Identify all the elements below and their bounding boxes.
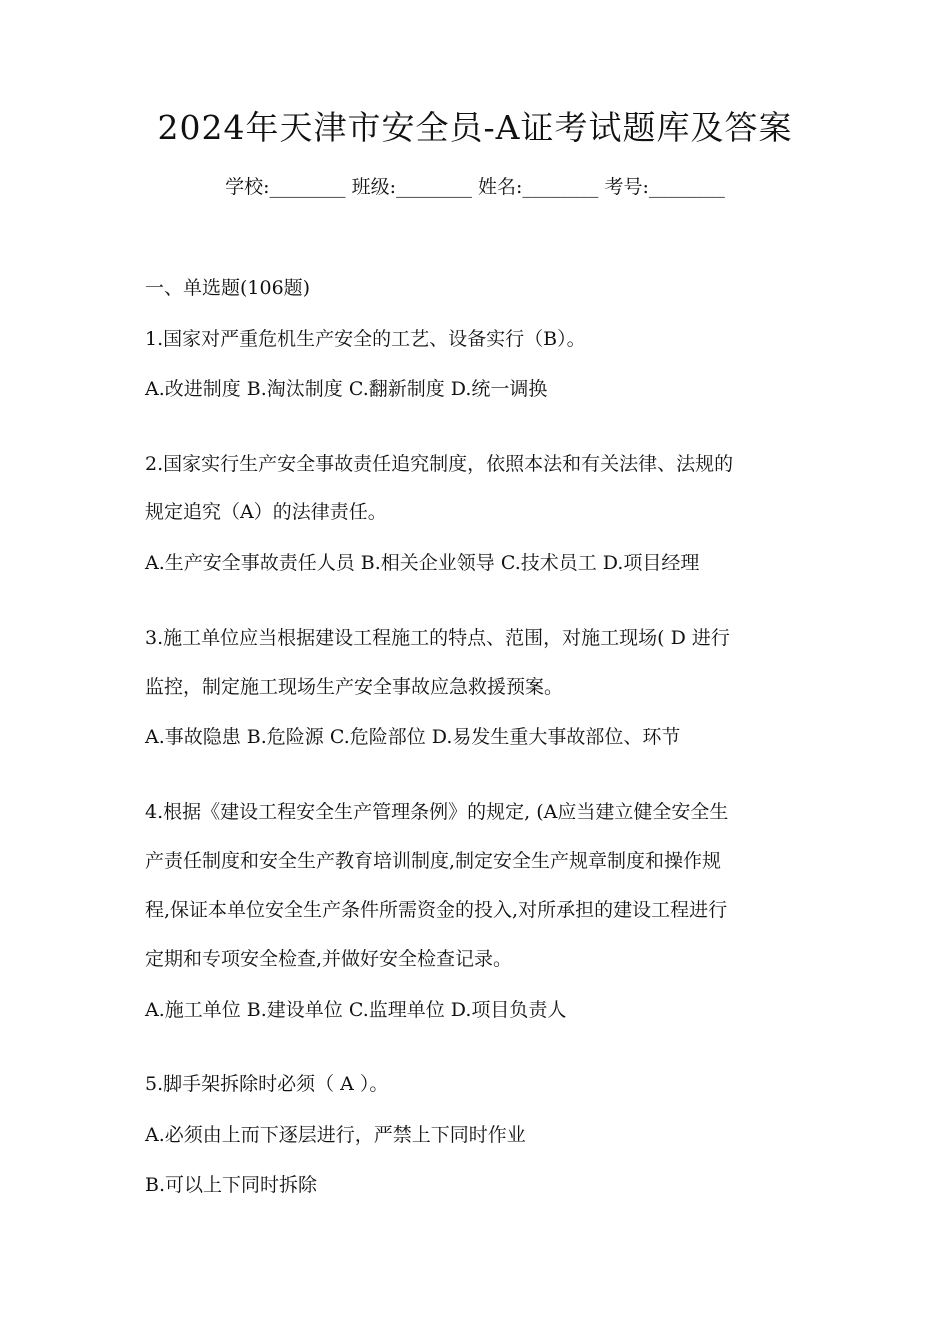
question-5-text: 5.脚手架拆除时必须（ A ）。 [145, 1073, 389, 1095]
question-4-text-line1: 4.根据《建设工程安全生产管理条例》的规定, (A应当建立健全安全生 [145, 801, 729, 823]
question-4-text-line4: 定期和专项安全检查,并做好安全检查记录。 [145, 948, 513, 970]
question-3-text-line1: 3.施工单位应当根据建设工程施工的特点、范围，对施工现场( D 进行 [145, 627, 730, 649]
question-3-text-line2: 监控，制定施工现场生产安全事故应急救援预案。 [145, 676, 564, 698]
question-5-option-a: A.必须由上而下逐层进行，严禁上下同时作业 [145, 1124, 526, 1146]
question-3-options: A.事故隐患 B.危险源 C.危险部位 D.易发生重大事故部位、环节 [145, 726, 681, 748]
document-title: 2024年天津市安全员-A证考试题库及答案 [157, 108, 793, 147]
question-2-text-line2: 规定追究（A）的法律责任。 [145, 501, 387, 523]
question-4-options: A.施工单位 B.建设单位 C.监理单位 D.项目负责人 [145, 999, 567, 1021]
question-1-options: A.改进制度 B.淘汰制度 C.翻新制度 D.统一调换 [145, 378, 548, 400]
question-2-text-line1: 2.国家实行生产安全事故责任追究制度，依照本法和有关法律、法规的 [145, 453, 734, 475]
student-info-line: 学校:________ 班级:________ 姓名:________ 考号:________ [225, 176, 725, 198]
question-4-text-line3: 程,保证本单位安全生产条件所需资金的投入,对所承担的建设工程进行 [145, 899, 728, 921]
question-2-options: A.生产安全事故责任人员 B.相关企业领导 C.技术员工 D.项目经理 [145, 552, 700, 574]
question-1-text: 1.国家对严重危机生产安全的工艺、设备实行（B）。 [145, 328, 586, 350]
question-4-text-line2: 产责任制度和安全生产教育培训制度,制定安全生产规章制度和操作规 [145, 850, 722, 872]
section-heading: 一、单选题(106题) [145, 277, 311, 299]
question-5-option-b: B.可以上下同时拆除 [145, 1174, 318, 1196]
